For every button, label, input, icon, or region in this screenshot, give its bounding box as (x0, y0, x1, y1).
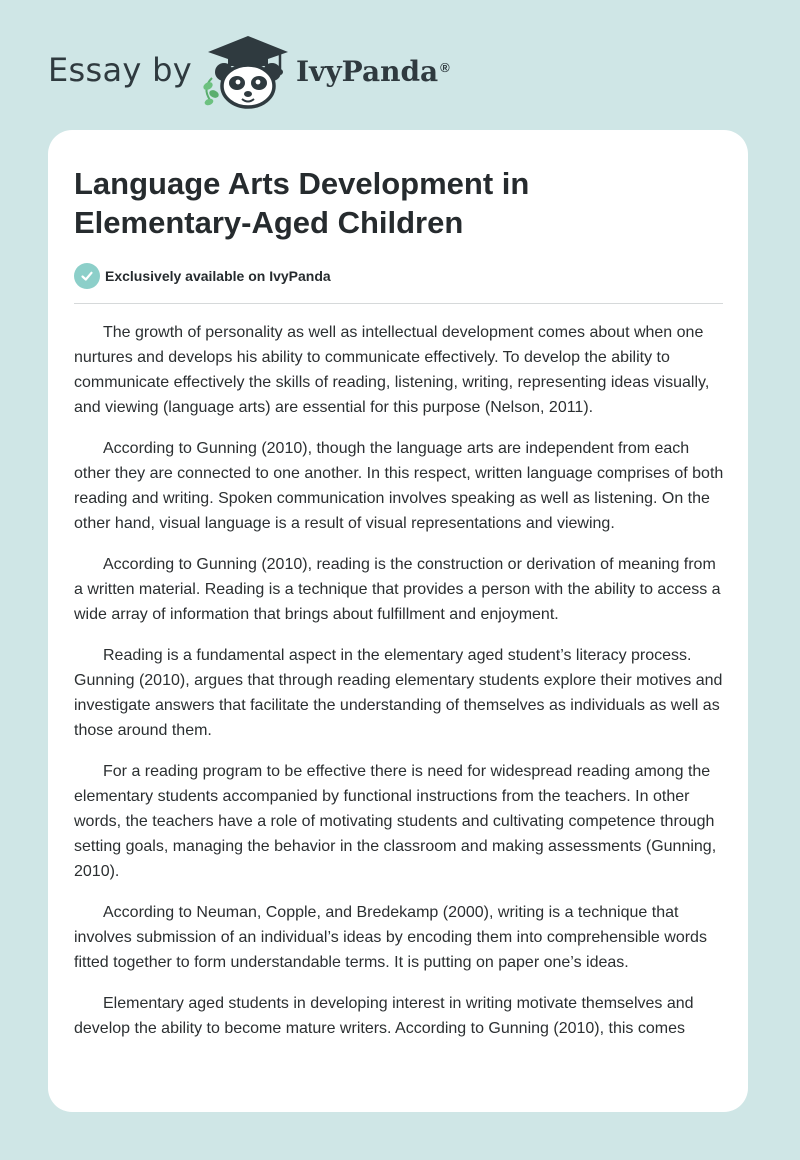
site-header (0, 0, 800, 120)
brand-name: IvyPanda (296, 55, 439, 88)
paragraph: According to Gunning (2010), reading is the construction or derivation of meaning from a written material. Reading is a technique that provides a person with the ability to access a wide array of information that brings about fulfillment and enjoyment. (74, 556, 721, 623)
paragraph: According to Neuman, Copple, and Bredekamp (2000), writing is a technique that involves submission of an individual’s ideas by encoding them into comprehensible words fitted together to form understandable terms. It is putting on paper one’s ideas. (74, 904, 707, 971)
divider (74, 303, 723, 304)
page-title: Language Arts Development in Elementary-Aged Children (74, 166, 530, 240)
essay-by-label: Essay by (48, 51, 192, 89)
essay-card (48, 130, 748, 1112)
paragraph: According to Gunning (2010), though the language arts are independent from each other they are connected to one another. In this respect, written language comprises of both reading and writing. Spoken communication involves speaking as well as listening. On the other hand, visual language is a result of visual representations and viewing. (74, 440, 724, 532)
registered-mark: ® (440, 60, 450, 75)
paragraph: Elementary aged students in developing interest in writing motivate themselves and develop the ability to become mature writers. According to Gunning (2010), this comes (74, 995, 694, 1037)
checkmark-icon (74, 263, 100, 289)
ivypanda-logo[interactable] (200, 34, 296, 110)
paragraph: The growth of personality as well as intellectual development comes about when one nurtures and develops his ability to communicate effectively. To develop the ability to communicate effectively the skills of reading, listening, writing, representing ideas visually, and viewing (language arts) are essential for this purpose (Nelson, 2011). (74, 324, 710, 416)
panda-mascot-icon (200, 34, 296, 110)
exclusive-badge (74, 263, 331, 289)
exclusive-badge-label: Exclusively available on IvyPanda (105, 268, 331, 284)
ivypanda-wordmark[interactable] (296, 54, 448, 90)
paragraph: Reading is a fundamental aspect in the elementary aged student’s literacy process. Gunning (2010), argues that through reading elementary students explore their motives and investigate answers that facilitate the understanding of themselves as individuals as well as those around them. (74, 647, 723, 739)
paragraph: For a reading program to be effective there is need for widespread reading among the elementary students accompanied by functional instructions from the teachers. In other words, the teachers have a role of motivating students and cultivating competence through setting goals, managing the behavior in the classroom and making assessments (Gunning, 2010). (74, 763, 717, 880)
essay-body (74, 320, 726, 1057)
